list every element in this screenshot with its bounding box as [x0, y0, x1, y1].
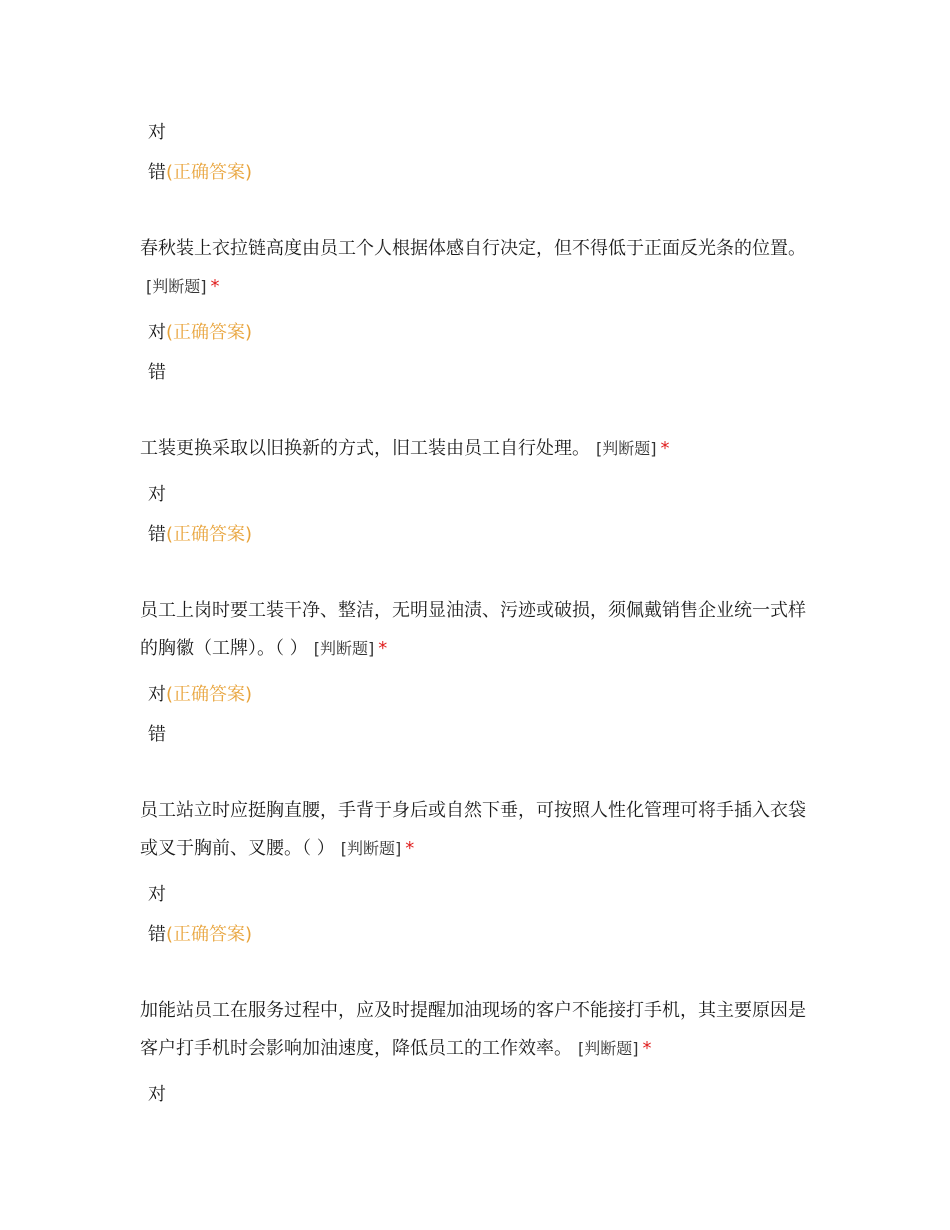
option-label: 错	[148, 724, 166, 745]
question-type-tag: [判断题]	[340, 839, 402, 858]
question-type-tag: [判断题]	[146, 277, 207, 296]
q5-question-text	[140, 992, 820, 1068]
question-type-tag: [判断题]	[578, 1039, 639, 1058]
option-label: 错	[148, 362, 166, 383]
question-text: 加能站员工在服务过程中，应及时提醒加油现场的客户不能接打手机，其主要原因是客户打手机时会影响加油速度，降低员工的工作效率。	[140, 1000, 806, 1059]
q3-option-true	[148, 683, 252, 707]
correct-answer-marker: (正确答案)	[166, 162, 253, 183]
correct-answer-marker: (正确答案)	[166, 524, 253, 545]
q3-question-text	[140, 592, 820, 668]
q2-option-true	[148, 483, 166, 507]
option-label: 对	[148, 684, 166, 705]
q1-question-text	[140, 230, 820, 306]
option-label: 对	[148, 484, 166, 505]
q1-option-true	[148, 321, 252, 345]
option-label: 对	[148, 322, 166, 343]
question-text: 员工上岗时要工装干净、整洁，无明显油渍、污迹或破损，须佩戴销售企业统一式样的胸徽（工牌）。（ ）	[140, 600, 806, 659]
option-label: 对	[148, 122, 166, 143]
option-label: 错	[148, 924, 166, 945]
required-mark: *	[210, 276, 220, 297]
option-label: 对	[148, 1084, 166, 1105]
q2-question-text	[140, 430, 820, 468]
question-text: 员工站立时应挺胸直腰，手背于身后或自然下垂，可按照人性化管理可将手插入衣袋或叉于胸前、叉腰。（ ）	[140, 800, 806, 859]
q4-option-true	[148, 883, 166, 907]
required-mark: *	[405, 838, 415, 859]
question-type-tag: [判断题]	[596, 439, 657, 458]
q3-option-false	[148, 723, 166, 747]
required-mark: *	[378, 638, 388, 659]
question-type-tag: [判断题]	[313, 639, 375, 658]
question-text: 工装更换采取以旧换新的方式，旧工装由员工自行处理。	[140, 438, 590, 459]
q4-option-false	[148, 923, 252, 947]
q5-option-true	[148, 1083, 166, 1107]
option-label: 错	[148, 162, 166, 183]
q1-option-false	[148, 361, 166, 385]
correct-answer-marker: (正确答案)	[166, 322, 253, 343]
option-label: 错	[148, 524, 166, 545]
option-label: 对	[148, 884, 166, 905]
question-text: 春秋装上衣拉链高度由员工个人根据体感自行决定，但不得低于正面反光条的位置。	[140, 238, 806, 259]
q4-question-text	[140, 792, 820, 868]
q0-option-false	[148, 161, 252, 185]
required-mark: *	[660, 438, 670, 459]
correct-answer-marker: (正确答案)	[166, 684, 253, 705]
q2-option-false	[148, 523, 252, 547]
required-mark: *	[642, 1038, 652, 1059]
q0-option-true	[148, 121, 166, 145]
correct-answer-marker: (正确答案)	[166, 924, 253, 945]
